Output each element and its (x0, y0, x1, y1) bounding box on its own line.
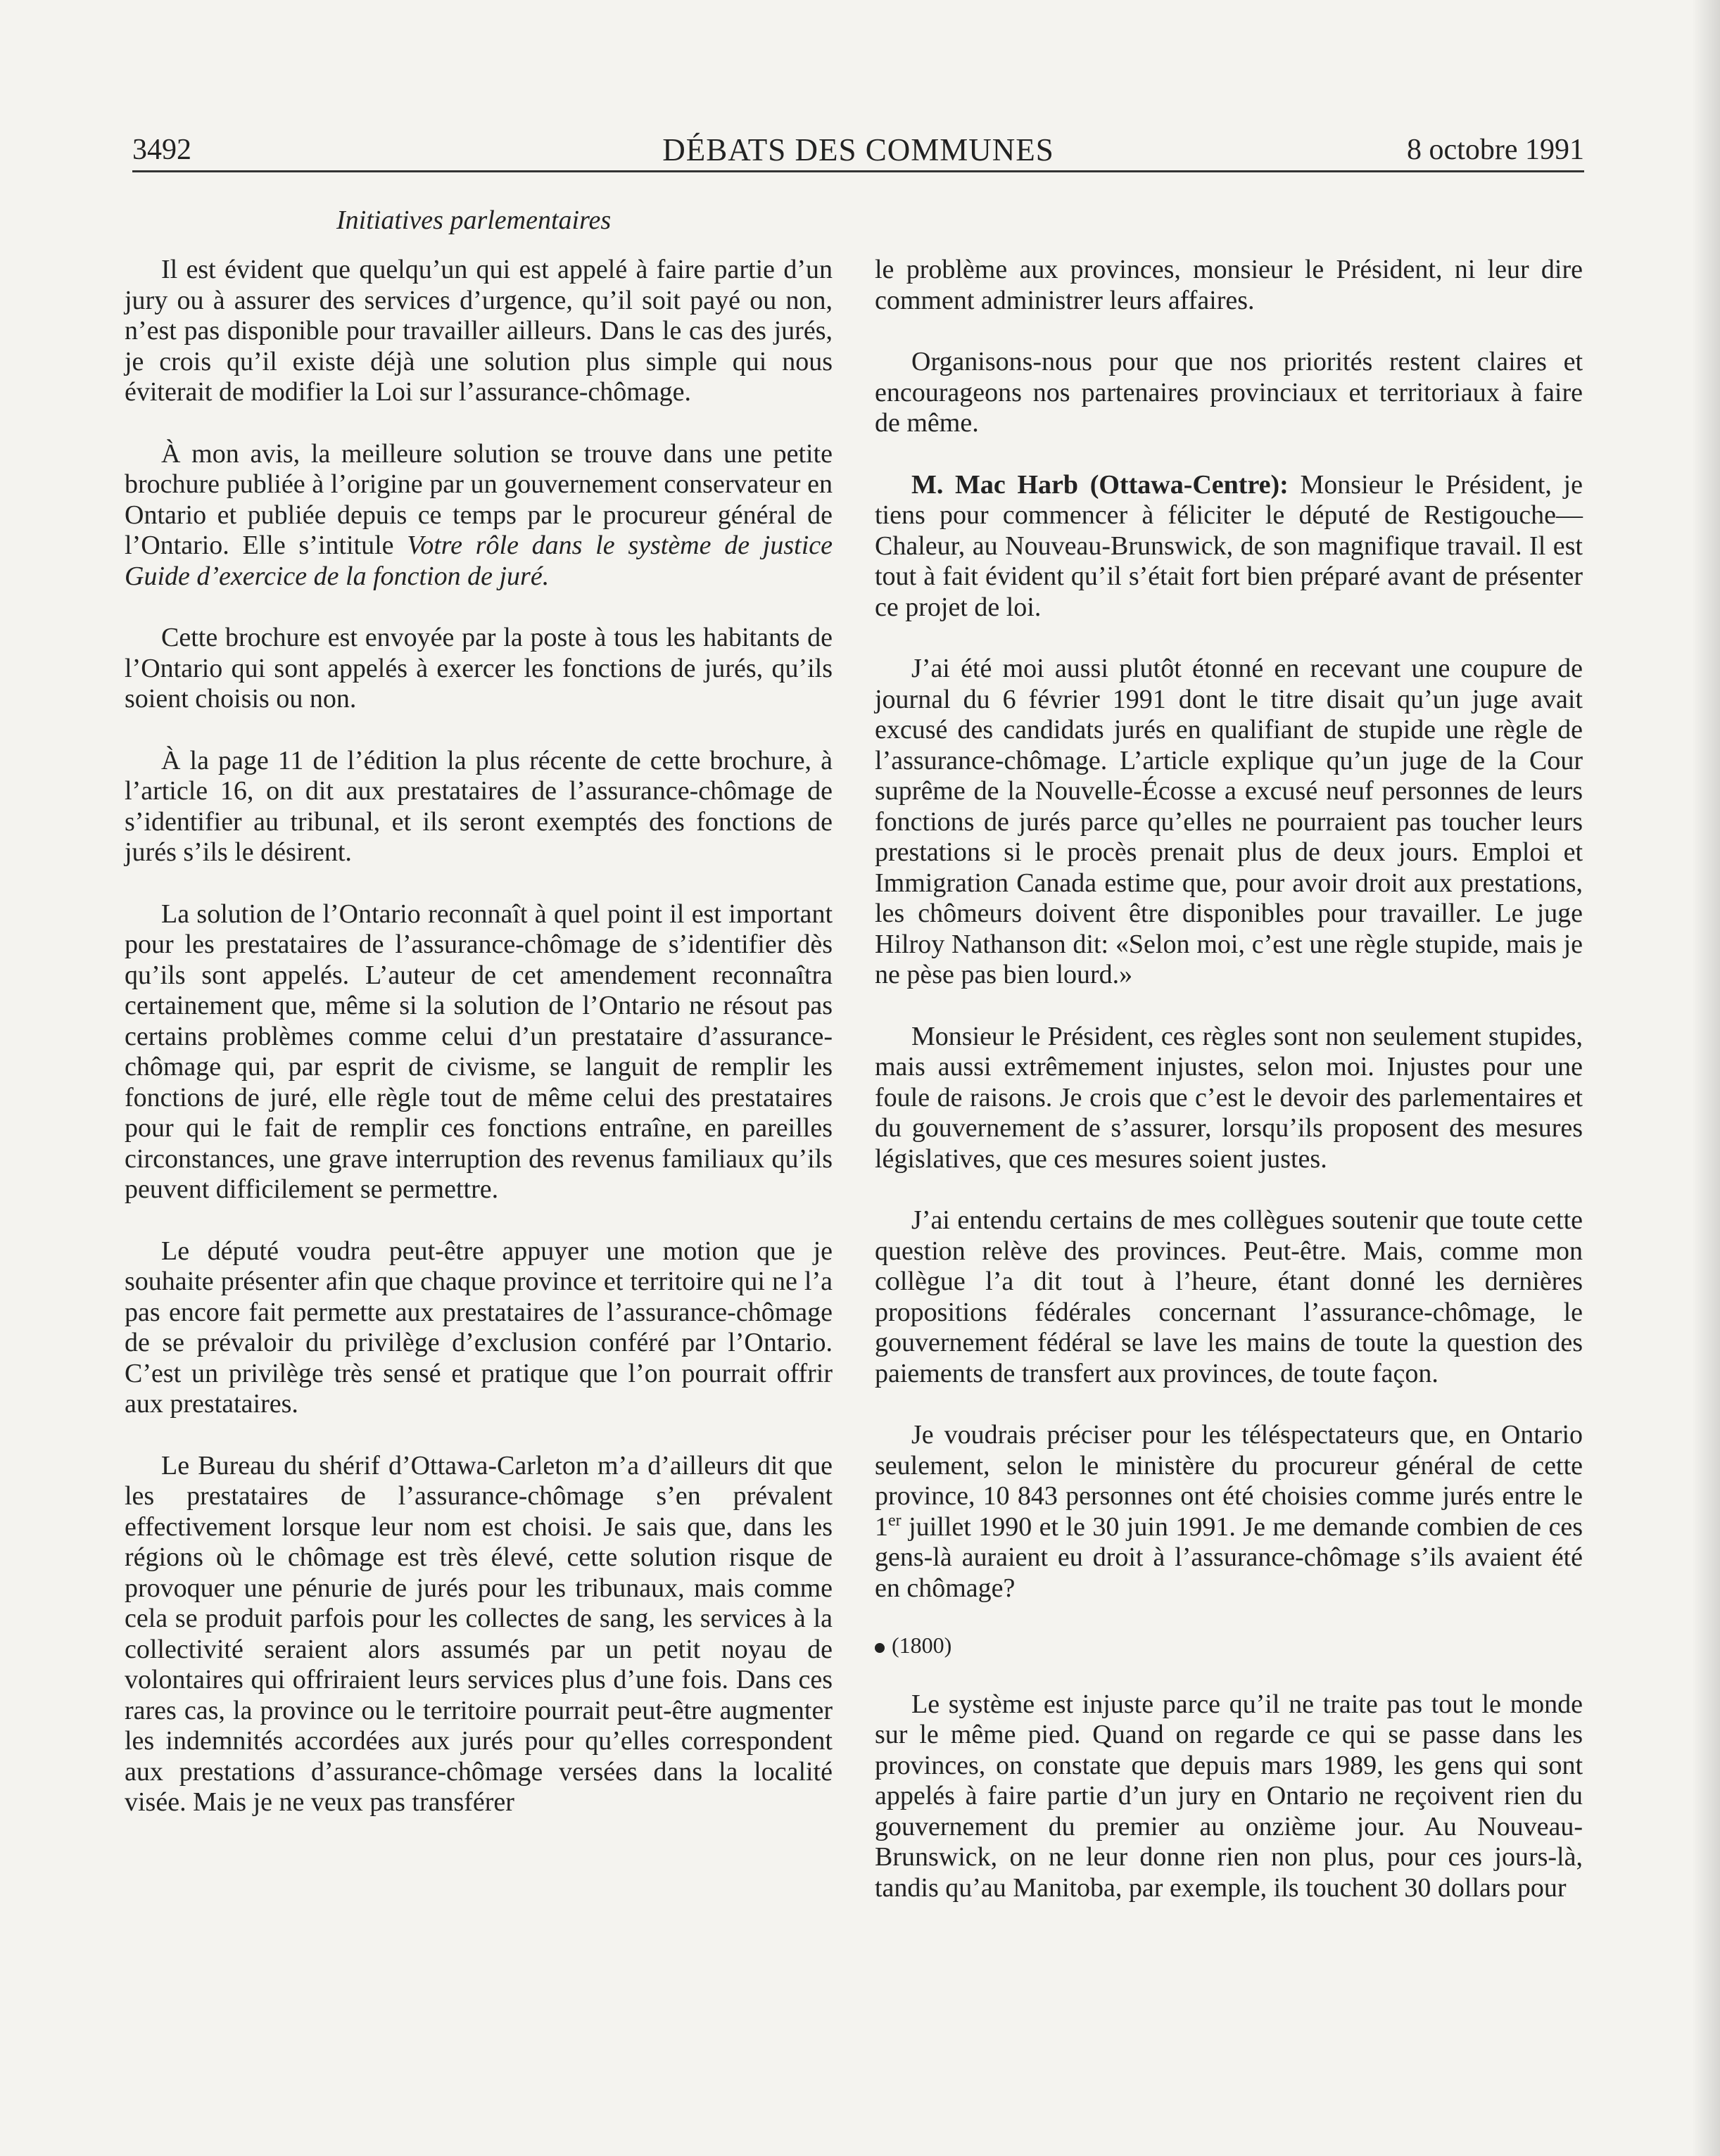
bullet-icon (875, 1643, 885, 1653)
paragraph: La solution de l’Ontario reconnaît à quel point il est important pour les prestataires de l’assurance-chômage de s’identifier dès qu’ils sont appelés. L’auteur de cet amendement reconnaîtra certainement que, même si la solution de l’Ontario ne résout pas certains problèmes comme celui d’un prestataire d’assurance-chômage qui, par esprit de civisme, se languit de remplir les fonctions de juré, elle règle tout de même celui des prestataires pour qui le fait de remplir ces fonctions entraîne, en pareilles circonstances, une grave interruption des revenus familiaux qu’ils peuvent difficilement se permettre. (125, 899, 833, 1204)
paragraph: À la page 11 de l’édition la plus récente de cette brochure, à l’article 16, on dit aux prestataires de l’assurance-chômage de s’identifier au tribunal, et ils seront exemptés des fonctions de jurés s’ils le désirent. (125, 745, 833, 867)
speech-paragraph (875, 470, 1583, 623)
left-column (125, 255, 833, 1849)
section-label: Initiatives parlementaires (336, 205, 612, 235)
publication-title: DÉBATS DES COMMUNES (662, 132, 1054, 167)
paragraph: J’ai été moi aussi plutôt étonné en recevant une coupure de journal du 6 février 1991 dont le titre disait qu’un juge avait excusé des candidats jurés en qualifiant de stupide une règle de l’assurance-chômage. L’article explique qu’un juge de la Cour suprême de la Nouvelle-Écosse a excusé neuf personnes de leurs fonctions de jurés parce qu’elles ne pourraient pas toucher leurs prestations si le procès prenait plus de deux jours. Emploi et Immigration Canada estime que, pour avoir droit aux prestations, les chômeurs doivent être disponibles pour travailler. Le juge Hilroy Nathanson dit: «Selon moi, c’est une règle stupide, mais je ne pèse pas bien lourd.» (875, 654, 1583, 989)
paragraph: le problème aux provinces, monsieur le Président, ni leur dire comment administrer leurs affaires. (875, 255, 1583, 315)
paragraph: Monsieur le Président, ces règles sont non seulement stupides, mais aussi extrêmement injustes, selon moi. Injustes pour une foule de raisons. Je crois que c’est le devoir des parlementaires et du gouvernement de s’assurer, lorsqu’ils proposent des mesures législatives, que ces mesures soient justes. (875, 1021, 1583, 1174)
page-header (132, 131, 1584, 169)
paragraph-text: juillet 1990 et le 30 juin 1991. Je me demande combien de ces gens-là auraient eu droit à l’assurance-chômage s’ils avaient été en chômage? (875, 1511, 1583, 1603)
page-edge-shadow (1692, 0, 1720, 2156)
paragraph: Le député voudra peut-être appuyer une motion que je souhaite présenter afin que chaque province et territoire qui ne l’a pas encore fait permette aux prestataires de l’assurance-chômage de se prévaloir du privilège d’exclusion conféré par l’Ontario. C’est un privilège très sensé et pratique que l’on pourrait offrir aux prestataires. (125, 1236, 833, 1419)
page-number: 3492 (132, 134, 191, 166)
paragraph (875, 1420, 1583, 1604)
paragraph: Il est évident que quelqu’un qui est appelé à faire partie d’un jury ou à assurer des services d’urgence, qu’il soit payé ou non, n’est pas disponible pour travailler ailleurs. Dans le cas des jurés, je crois qu’il existe déjà une solution plus simple qui nous éviterait de modifier la Loi sur l’assurance-chômage. (125, 255, 833, 407)
paragraph: Le système est injuste parce qu’il ne traite pas tout le monde sur le même pied. Quand on regarde ce qui se passe dans les provinces, on constate que depuis mars 1989, les gens qui sont appelés à faire partie d’un jury en Ontario ne reçoivent rien du gouvernement du premier au onzième jour. Au Nouveau-Brunswick, on ne leur donne rien non plus, pour ces jours-là, tandis qu’au Manitoba, par exemple, ils touchent 30 dollars pour (875, 1689, 1583, 1903)
paragraph (125, 439, 833, 592)
paragraph: Le Bureau du shérif d’Ottawa-Carleton m’a d’ailleurs dit que les prestataires de l’assurance-chômage s’en prévalent effectivement lorsque leur nom est choisi. Je sais que, dans les régions où le chômage est très élevé, cette solution risque de provoquer une pénurie de jurés pour les tribunaux, mais comme cela se produit parfois pour les collectes de sang, les services à la collectivité seraient alors assumés par un petit noyau de volontaires qui offriraient leurs services plus d’une fois. Dans ces rares cas, la province ou le territoire pourrait peut-être augmenter les indemnités accordées aux jurés pour qu’elles correspondent aux prestations d’assurance-chômage versées dans la localité visée. Mais je ne veux pas transférer (125, 1450, 833, 1817)
speech-text: Monsieur le Président, je tiens pour commencer à féliciter le député de Restigouche—Chaleur, au Nouveau-Brunswick, de son magnifique travail. Il est tout à fait évident qu’il s’était fort bien préparé avant de présenter ce projet de loi. (875, 469, 1583, 622)
ordinal-suffix: er (888, 1511, 902, 1530)
paragraph: J’ai entendu certains de mes collègues soutenir que toute cette question relève des provinces. Peut-être. Mais, comme mon collègue l’a dit tout à l’heure, étant donné les dernières propositions fédérales concernant l’assurance-chômage, le gouvernement fédéral se lave les mains de toute la question des paiements de transfert aux provinces, de toute façon. (875, 1205, 1583, 1388)
timestamp-text: (1800) (892, 1632, 952, 1658)
paragraph-text: À mon avis, la meilleure solution se trouve dans une petite brochure publiée à l’origine par un gouvernement conservateur en Ontario et publiée depuis ce temps par le procureur général de l’Ontario. Elle s’intitule (125, 438, 833, 560)
paragraph: Organisons-nous pour que nos priorités restent claires et encourageons nos partenaires provinciaux et territoriaux à faire de même. (875, 347, 1583, 438)
publication-date: 8 octobre 1991 (1407, 134, 1584, 166)
paragraph: Cette brochure est envoyée par la poste à tous les habitants de l’Ontario qui sont appelés à exercer les fonctions de jurés, qu’ils soient choisis ou non. (125, 623, 833, 714)
timestamp (875, 1630, 1583, 1661)
paragraph-text: Je voudrais préciser pour les téléspectateurs que, en Ontario seulement, selon le ministère du procureur général de cette province, 10 843 personnes ont été choisies comme jurés entre le 1 (875, 1420, 1583, 1542)
brochure-title: Votre rôle dans le système de justice Guide d’exercice de la fonction de juré. (125, 531, 833, 591)
speaker-name: M. Mac Harb (Ottawa-Centre): (911, 469, 1289, 500)
right-column (875, 255, 1583, 1934)
header-rule (132, 170, 1584, 172)
